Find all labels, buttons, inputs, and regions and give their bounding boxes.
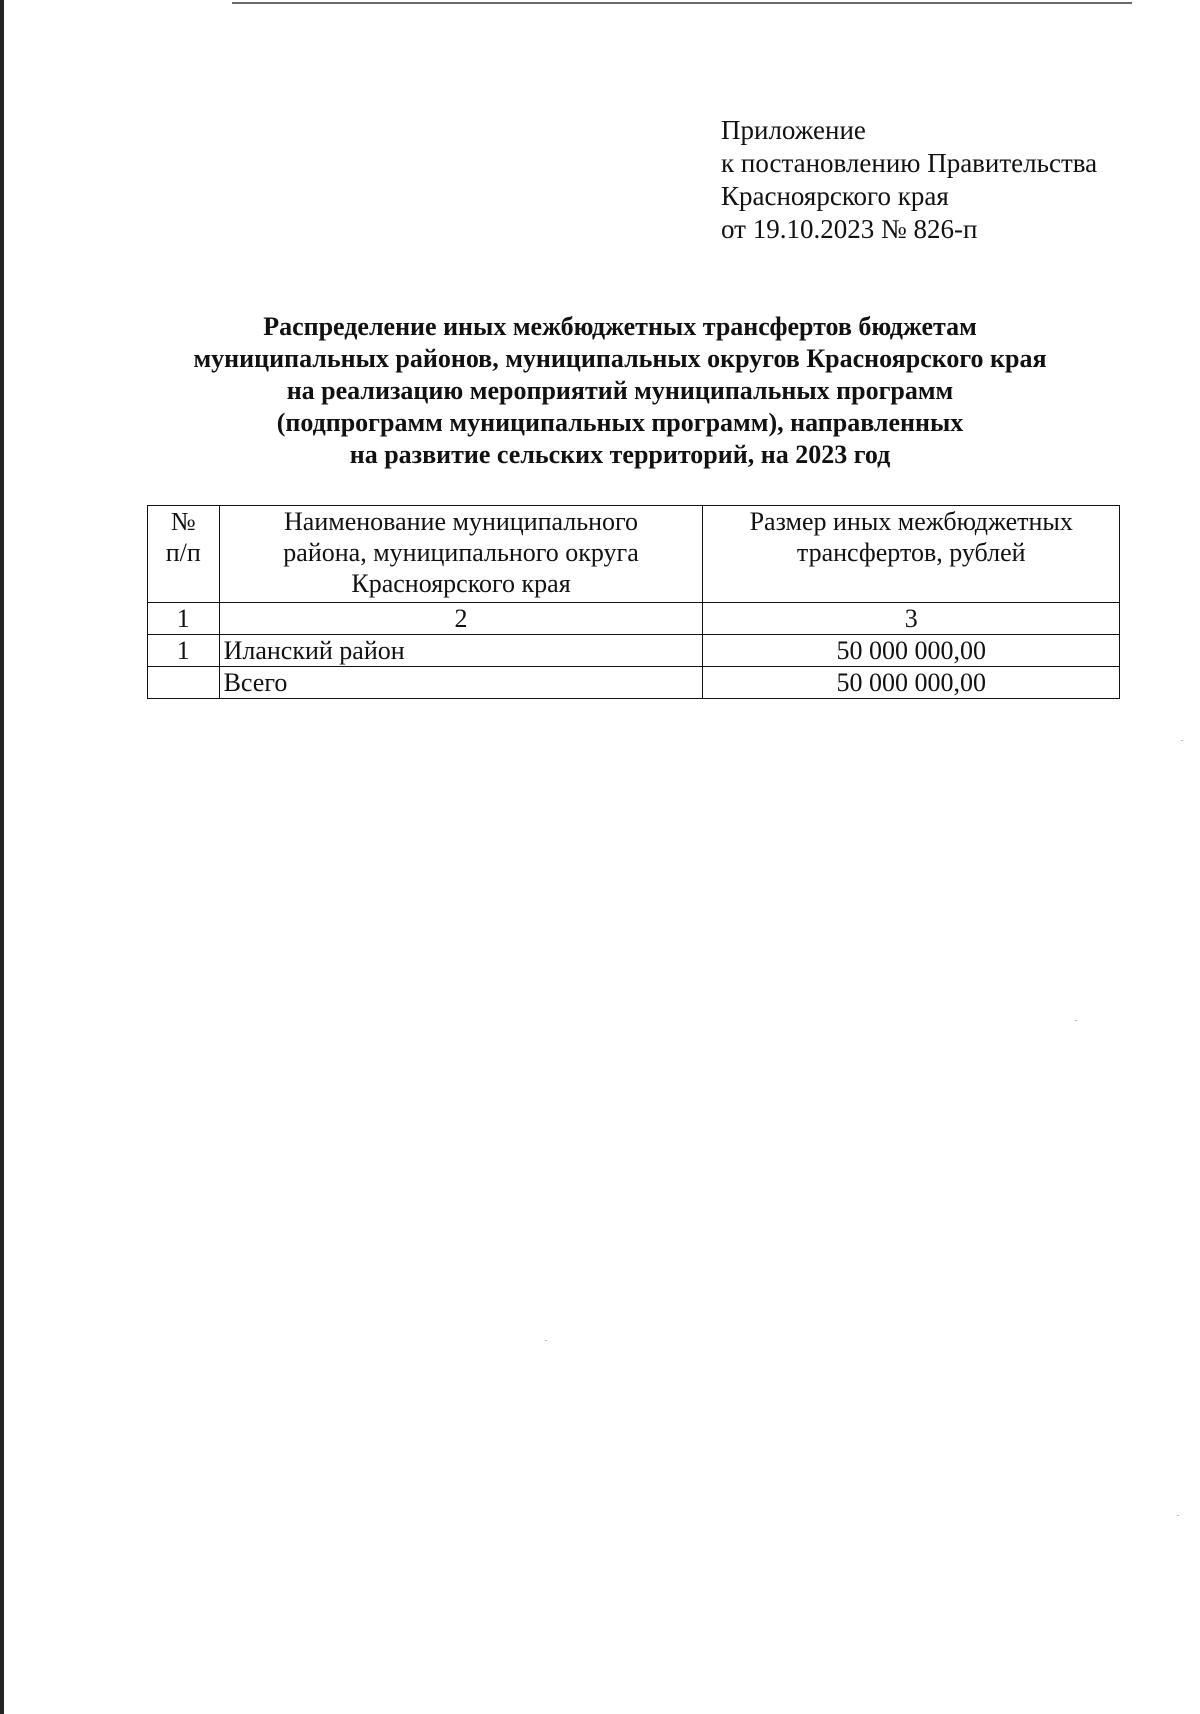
scan-speck <box>1075 1020 1077 1021</box>
title-line: Распределение иных межбюджетных трансфертов бюджетам <box>263 312 977 341</box>
scan-left-edge <box>0 0 4 1714</box>
column-number-row <box>148 603 1120 635</box>
column-number-cell: 3 <box>703 603 1120 635</box>
document-title <box>130 311 1110 471</box>
scan-speck <box>1177 1515 1179 1516</box>
header-text: Наименование муниципального <box>284 507 639 536</box>
title-line: на развитие сельских территорий, на 2023 год <box>349 440 891 469</box>
table-row <box>148 635 1120 667</box>
header-text: Красноярского края <box>351 569 571 598</box>
scan-speck <box>545 1340 547 1341</box>
appendix-line: к постановлению Правительства <box>721 148 1098 178</box>
title-line: (подпрограмм муниципальных программ), направленных <box>276 408 964 437</box>
appendix-date-number: от 19.10.2023 № 826-п <box>721 214 978 244</box>
column-number-cell: 2 <box>219 603 703 635</box>
row-amount-cell: 50 000 000,00 <box>703 667 1120 699</box>
header-cell-amount <box>703 506 1120 603</box>
header-text: п/п <box>165 538 201 567</box>
scan-speck <box>1181 740 1183 741</box>
row-name-cell: Иланский район <box>219 635 703 667</box>
header-cell-name <box>219 506 703 603</box>
header-text: Размер иных межбюджетных <box>749 507 1073 536</box>
appendix-line: Красноярского края <box>721 181 949 211</box>
appendix-block <box>721 114 1097 246</box>
header-text: № <box>170 507 196 536</box>
row-number-cell <box>148 667 220 699</box>
header-text: района, муниципального округа <box>283 538 639 567</box>
title-line: муниципальных районов, муниципальных округов Красноярского края <box>193 344 1047 373</box>
header-text: трансфертов, рублей <box>796 538 1026 567</box>
header-cell-number <box>148 506 220 603</box>
table-header-row <box>148 506 1120 603</box>
column-number-cell: 1 <box>148 603 220 635</box>
title-line: на реализацию мероприятий муниципальных программ <box>286 376 954 405</box>
transfers-table <box>147 505 1120 699</box>
table-row-total <box>148 667 1120 699</box>
row-amount-cell: 50 000 000,00 <box>703 635 1120 667</box>
top-scan-rule <box>232 2 1132 4</box>
row-number-cell: 1 <box>148 635 220 667</box>
appendix-line: Приложение <box>721 115 866 145</box>
row-name-cell: Всего <box>219 667 703 699</box>
